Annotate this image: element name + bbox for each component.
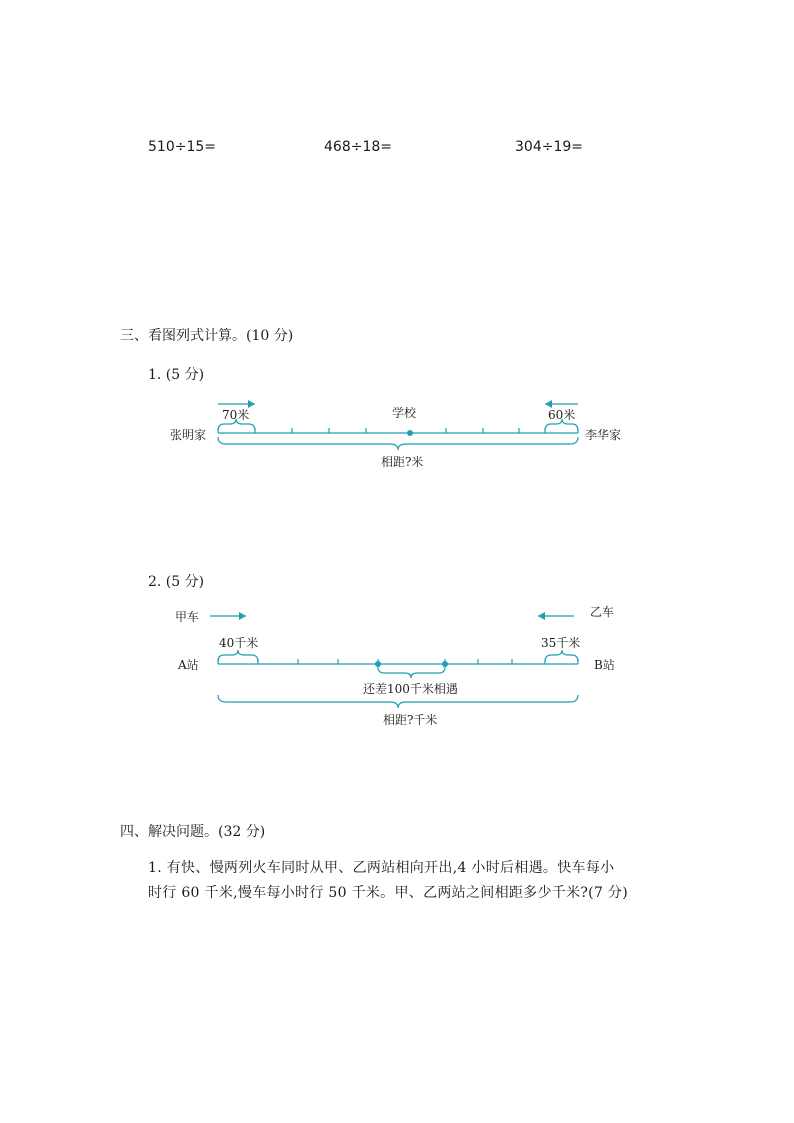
diagram-1-school-label: 学校 (392, 406, 417, 420)
diagram-2-point-right (442, 661, 448, 667)
diagram-1-left-home: 张明家 (170, 428, 207, 442)
diagram-1-right-speed: 60米 (548, 408, 576, 422)
diagram-2-station-b: B站 (594, 658, 615, 672)
diagram-2-right-speed: 35千米 (541, 636, 581, 650)
question-3-2-label: 2. (5 分) (148, 574, 205, 590)
diagram-1-right-home: 李华家 (585, 428, 622, 442)
diagram-2-car-b: 乙车 (590, 605, 615, 619)
diagram-2-car-a: 甲车 (175, 610, 200, 624)
equation-2: 468÷18= (324, 139, 392, 155)
diagram-2-left-brace (218, 650, 258, 662)
section-4-title: 四、解决问题。(32 分) (120, 824, 266, 840)
diagram-2-point-left (375, 661, 381, 667)
problem-4-1-line-2: 时行 60 千米,慢车每小时行 50 千米。甲、乙两站之间相距多少千米?(7 分) (148, 885, 628, 901)
equation-3: 304÷19= (515, 139, 583, 155)
diagram-2-distance-label: 相距?千米 (383, 713, 438, 727)
diagram-2-gap-brace (378, 667, 445, 678)
section-3-title: 三、看图列式计算。(10 分) (120, 328, 294, 344)
diagram-2-left-speed: 40千米 (219, 636, 259, 650)
equation-1: 510÷15= (148, 139, 216, 155)
problem-4-1-line-1: 1. 有快、慢两列火车同时从甲、乙两站相向开出,4 小时后相遇。快车每小 (148, 860, 615, 876)
diagram-2-right-brace (545, 650, 578, 662)
diagram-1-distance-label: 相距?米 (381, 455, 424, 469)
diagram-2-station-a: A站 (178, 658, 199, 672)
question-3-1-label: 1. (5 分) (148, 367, 205, 383)
diagram-1-left-speed: 70米 (222, 408, 250, 422)
diagram-2-gap-label: 还差100千米相遇 (363, 682, 458, 696)
